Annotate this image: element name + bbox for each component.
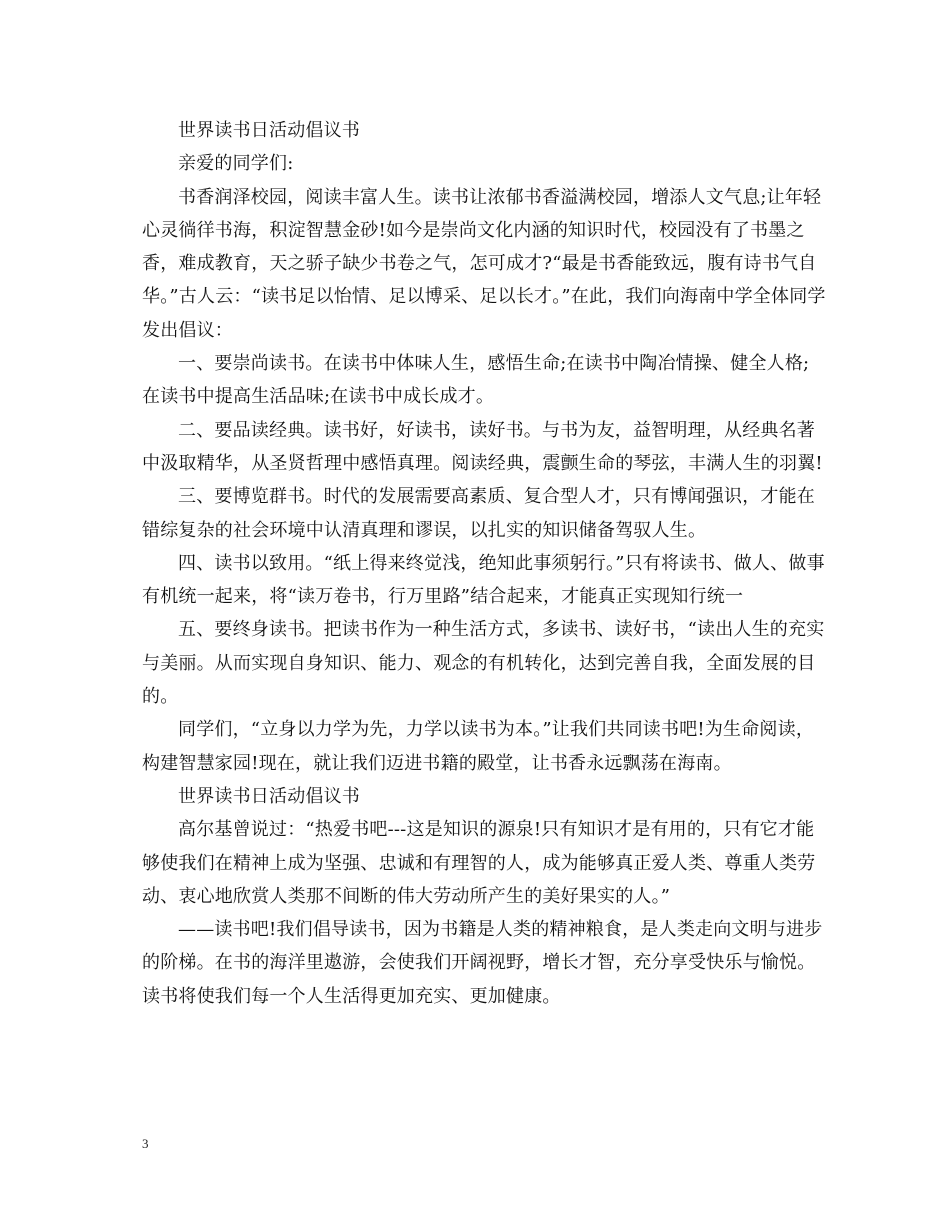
proposal-5-paragraph: 五、要终身读书。把读书作为一种生活方式，多读书、读好书，“读出人生的充实与美丽。从而实现自身知识、能力、观念的有机转化，达到完善自我，全面发展的目的。	[142, 619, 825, 708]
proposal-2-paragraph: 二、要品读经典。读书好，好读书，读好书。与书为友，益智明理，从经典名著中汲取精华，从圣贤哲理中感悟真理。阅读经典，震颤生命的琴弦，丰满人生的羽翼!	[142, 419, 823, 474]
document-body	[142, 114, 826, 1013]
intro-paragraph: 书香润泽校园，阅读丰富人生。读书让浓郁书香溢满校园，增添人文气息;让年轻心灵徜徉书海，积淀智慧金砂!如今是崇尚文化内涵的知识时代，校园没有了书墨之香，难成教育，天之骄子缺少书卷之气，怎可成才?“最是书香能致远，腹有诗书气自华。”古人云：“读书足以怡情、足以博采、足以长才。”在此，我们向海南中学全体同学发出倡议：	[142, 186, 826, 341]
gorky-quote-paragraph: 高尔基曾说过：“热爱书吧---这是知识的源泉!只有知识才是有用的，只有它才能够使我们在精神上成为坚强、忠诚和有理智的人，成为能够真正爱人类、尊重人类劳动、衷心地欣赏人类那不间断的伟大劳动所产生的美好果实的人。”	[142, 819, 816, 907]
reading-paragraph: ——读书吧!我们倡导读书，因为书籍是人类的精神粮食，是人类走向文明与进步的阶梯。在书的海洋里遨游，会使我们开阔视野，增长才智，充分享受快乐与愉悦。读书将使我们每一个人生活得更加充实、更加健康。	[142, 919, 823, 1007]
proposal-4-paragraph: 四、读书以致用。“纸上得来终觉浅，绝知此事须躬行。”只有将读书、做人、做事有机统一起来，将“读万卷书，行万里路”结合起来，才能真正实现知行统一	[142, 552, 825, 608]
page-number: 3	[142, 1136, 149, 1151]
closing-paragraph: 同学们，“立身以力学为先，力学以读书为本。”让我们共同读书吧!为生命阅读，构建智慧家园!现在，就让我们迈进书籍的殿堂，让书香永远飘荡在海南。	[142, 719, 815, 774]
second-title: 世界读书日活动倡议书	[178, 785, 360, 807]
document-title: 世界读书日活动倡议书	[178, 120, 360, 141]
proposal-3-paragraph: 三、要博览群书。时代的发展需要高素质、复合型人才，只有博闻强识，才能在错综复杂的社会环境中认清真理和谬误，以扎实的知识储备驾驭人生。	[142, 486, 815, 541]
proposal-1-paragraph: 一、要崇尚读书。在读书中体味人生，感悟生命;在读书中陶冶情操、健全人格;在读书中提高生活品味;在读书中成长成才。	[142, 353, 810, 408]
salutation: 亲爱的同学们:	[178, 153, 294, 175]
